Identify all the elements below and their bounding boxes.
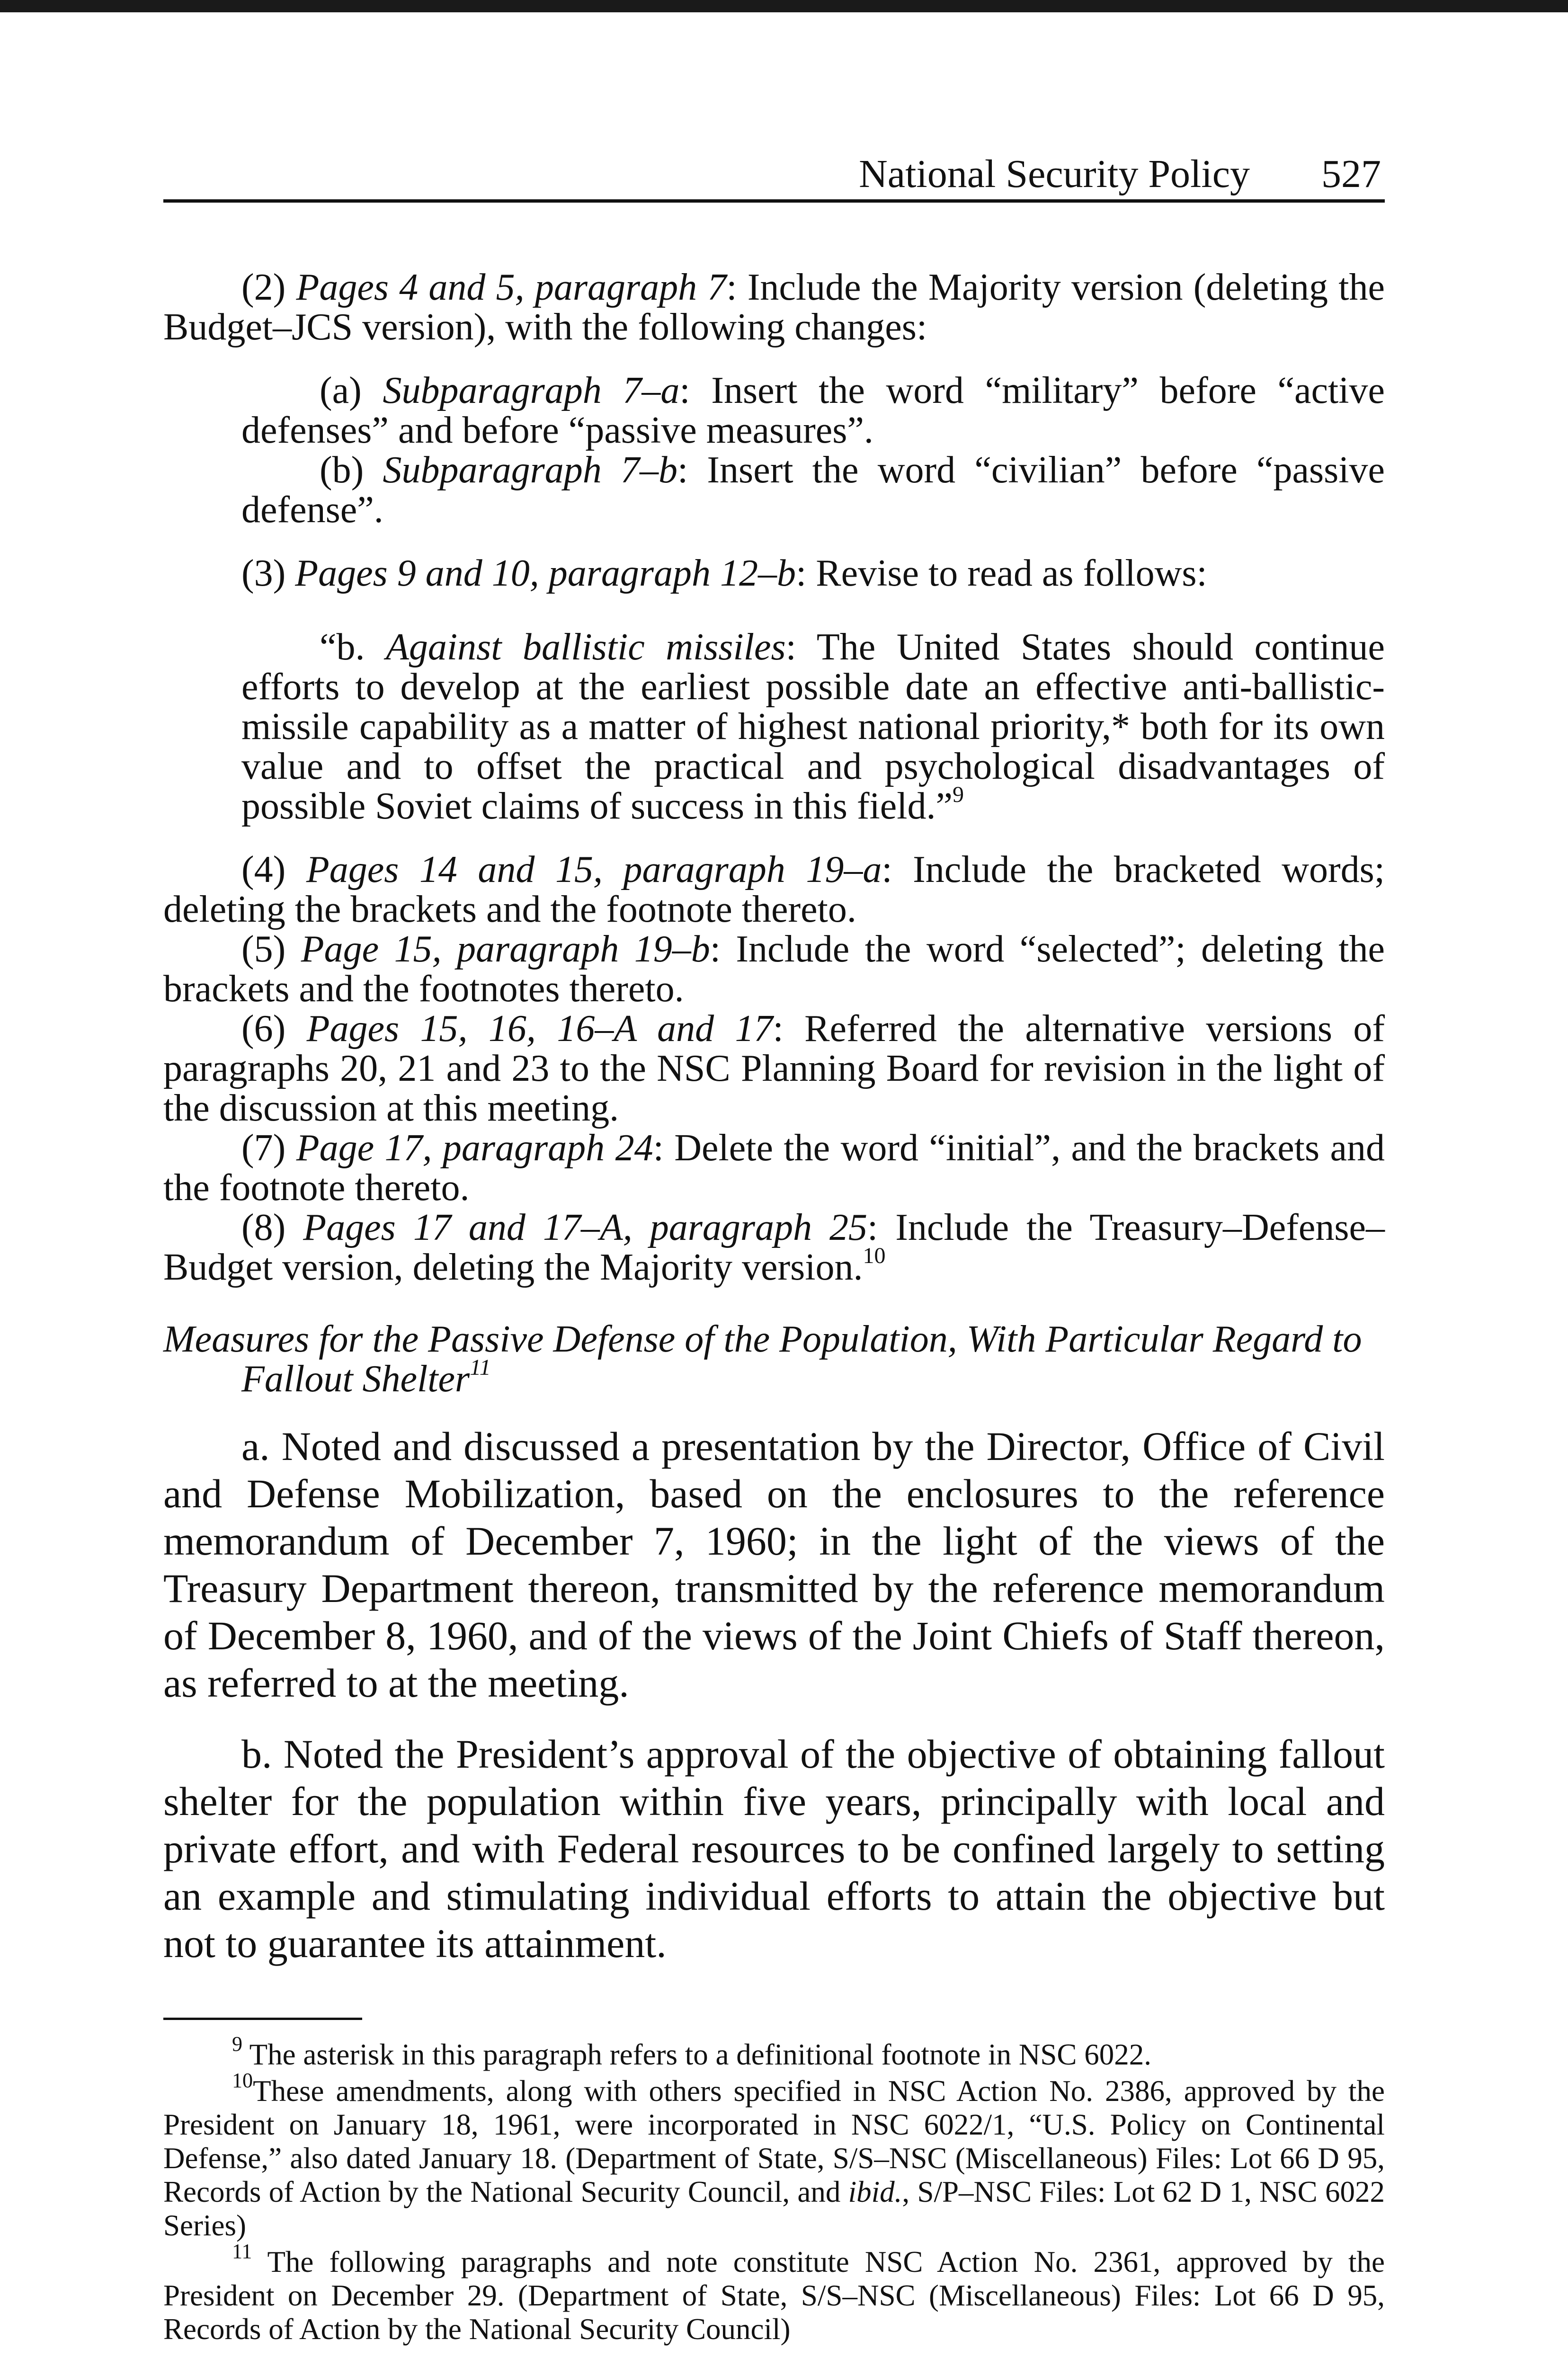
subparagraph-b bbox=[163, 450, 1385, 530]
footnotes bbox=[163, 2032, 1385, 2349]
sub-b-text: : Insert the word “civilian” before “passive defense”. bbox=[241, 449, 1385, 531]
sub-a-ref: Subparagraph 7–a bbox=[383, 370, 680, 411]
item-6-ref: Pages 15, 16, 16–A and 17 bbox=[306, 1008, 773, 1050]
footnote-11-text: The following paragraphs and note constitute NSC Action No. 2361, approved by the President on December 29. (Department of State, S/S–NSC (Miscellaneous) Files: Lot 66 D 95, Records of Action by the National Security Council) bbox=[163, 2245, 1385, 2346]
quote-text: : The United States should continue efforts to develop at the earliest possible date an effective anti-ballistic-missile capability as a matter of highest national priority,* both for its own value and to offset the practical and psychological disadvantages of possible Soviet claims of success in this field.” bbox=[241, 626, 1385, 827]
paragraph-b: b. Noted the President’s approval of the objective of obtaining fallout shelter for the population within five years, principally with local and private effort, and with Federal resources to be confined largely to setting an example and stimulating individual efforts to attain the objective but not to guarantee its attainment. bbox=[163, 1731, 1385, 1966]
item-2-ref: Pages 4 and 5, paragraph 7 bbox=[296, 267, 727, 308]
page-top-edge bbox=[0, 0, 1568, 12]
footnote-10-text-end: , S/P–NSC Files: Lot 62 D 1, NSC 6022 Series) bbox=[163, 2175, 1385, 2242]
quote-ref: Against ballistic missiles bbox=[386, 626, 786, 668]
item-4-text: : Include the bracketed words; deleting the brackets and the footnote thereto. bbox=[163, 849, 1385, 930]
item-2-prefix: (2) bbox=[241, 267, 296, 308]
item-8-ref: Pages 17 and 17–A, paragraph 25 bbox=[303, 1207, 868, 1248]
footnote-11 bbox=[163, 2240, 1385, 2346]
footnote-9-text: The asterisk in this paragraph refers to a definitional footnote in NSC 6022. bbox=[242, 2038, 1151, 2071]
sub-a-text: : Insert the word “military” before “active defenses” and before “passive measures”. bbox=[241, 370, 1385, 451]
item-7-text: : Delete the word “initial”, and the brackets and the footnote thereto. bbox=[163, 1127, 1385, 1209]
quoted-revision bbox=[163, 627, 1385, 826]
item-8-prefix: (8) bbox=[241, 1207, 303, 1248]
item-7-prefix: (7) bbox=[241, 1127, 296, 1169]
item-6-text: : Referred the alternative versions of paragraphs 20, 21 and 23 to the NSC Planning Board for revision in the light of the discussion at this meeting. bbox=[163, 1008, 1385, 1129]
item-3-prefix: (3) bbox=[241, 552, 295, 594]
footnote-ref-11[interactable]: 11 bbox=[470, 1355, 491, 1380]
item-5 bbox=[163, 929, 1385, 1009]
item-3 bbox=[163, 553, 1385, 593]
page-number: 527 bbox=[1321, 152, 1381, 196]
section-heading-text: Measures for the Passive Defense of the Population, With Particular Regard to Fallout Shelter bbox=[163, 1318, 1362, 1400]
item-8 bbox=[163, 1208, 1385, 1287]
item-8-text: : Include the Treasury–Defense–Budget version, deleting the Majority version. bbox=[163, 1207, 1385, 1288]
item-6 bbox=[163, 1009, 1385, 1128]
item-4-prefix: (4) bbox=[241, 849, 306, 890]
section-heading bbox=[163, 1319, 1385, 1399]
item-2 bbox=[163, 267, 1385, 347]
sub-b-prefix: (b) bbox=[320, 449, 383, 491]
quote-prefix: “b. bbox=[320, 626, 386, 668]
footnote-10 bbox=[163, 2069, 1385, 2242]
footnote-ref-9[interactable]: 9 bbox=[953, 782, 964, 808]
subparagraph-a bbox=[163, 371, 1385, 450]
footnote-10-text: These amendments, along with others specified in NSC Action No. 2386, approved by the President on January 18, 1961, were incorporated in NSC 6022/1, “U.S. Policy on Continental Defense,” also dated January 18. (Department of State, S/S–NSC (Miscellaneous) Files: Lot 66 D 95, Records of Action by the National Security Council, and bbox=[163, 2074, 1385, 2208]
item-5-prefix: (5) bbox=[241, 928, 301, 970]
footnote-10-ibid: ibid. bbox=[848, 2175, 902, 2208]
item-5-text: : Include the word “selected”; deleting the brackets and the footnotes thereto. bbox=[163, 928, 1385, 1010]
item-4-ref: Pages 14 and 15, paragraph 19–a bbox=[306, 849, 882, 890]
running-header-title: National Security Policy bbox=[859, 152, 1250, 196]
paragraph-a: a. Noted and discussed a presentation by the Director, Office of Civil and Defense Mobilization, based on the enclosures to the reference memorandum of December 7, 1960; in the light of the views of the Treasury Department thereon, transmitted by the reference memorandum of December 8, 1960, and of the views of the Joint Chiefs of Staff thereon, as referred to at the meeting. bbox=[163, 1424, 1385, 1706]
item-5-ref: Page 15, paragraph 19–b bbox=[301, 928, 710, 970]
sub-b-ref: Subparagraph 7–b bbox=[383, 449, 677, 491]
running-header bbox=[163, 151, 1385, 203]
footnote-9-number: 9 bbox=[232, 2032, 243, 2056]
item-6-prefix: (6) bbox=[241, 1008, 307, 1050]
item-3-ref: Pages 9 and 10, paragraph 12–b bbox=[295, 552, 796, 594]
item-7 bbox=[163, 1128, 1385, 1208]
footnote-ref-10[interactable]: 10 bbox=[863, 1243, 886, 1269]
footnote-11-number: 11 bbox=[232, 2240, 252, 2263]
footnote-divider bbox=[163, 2018, 362, 2020]
item-3-text: : Revise to read as follows: bbox=[796, 552, 1207, 594]
item-7-ref: Page 17, paragraph 24 bbox=[296, 1127, 653, 1169]
sub-a-prefix: (a) bbox=[320, 370, 383, 411]
footnote-9 bbox=[163, 2032, 1385, 2072]
item-4 bbox=[163, 850, 1385, 929]
page-body bbox=[163, 267, 1385, 1967]
item-2-text: : Include the Majority version (deleting the Budget–JCS version), with the following changes: bbox=[163, 267, 1385, 348]
footnote-10-number: 10 bbox=[232, 2069, 253, 2092]
